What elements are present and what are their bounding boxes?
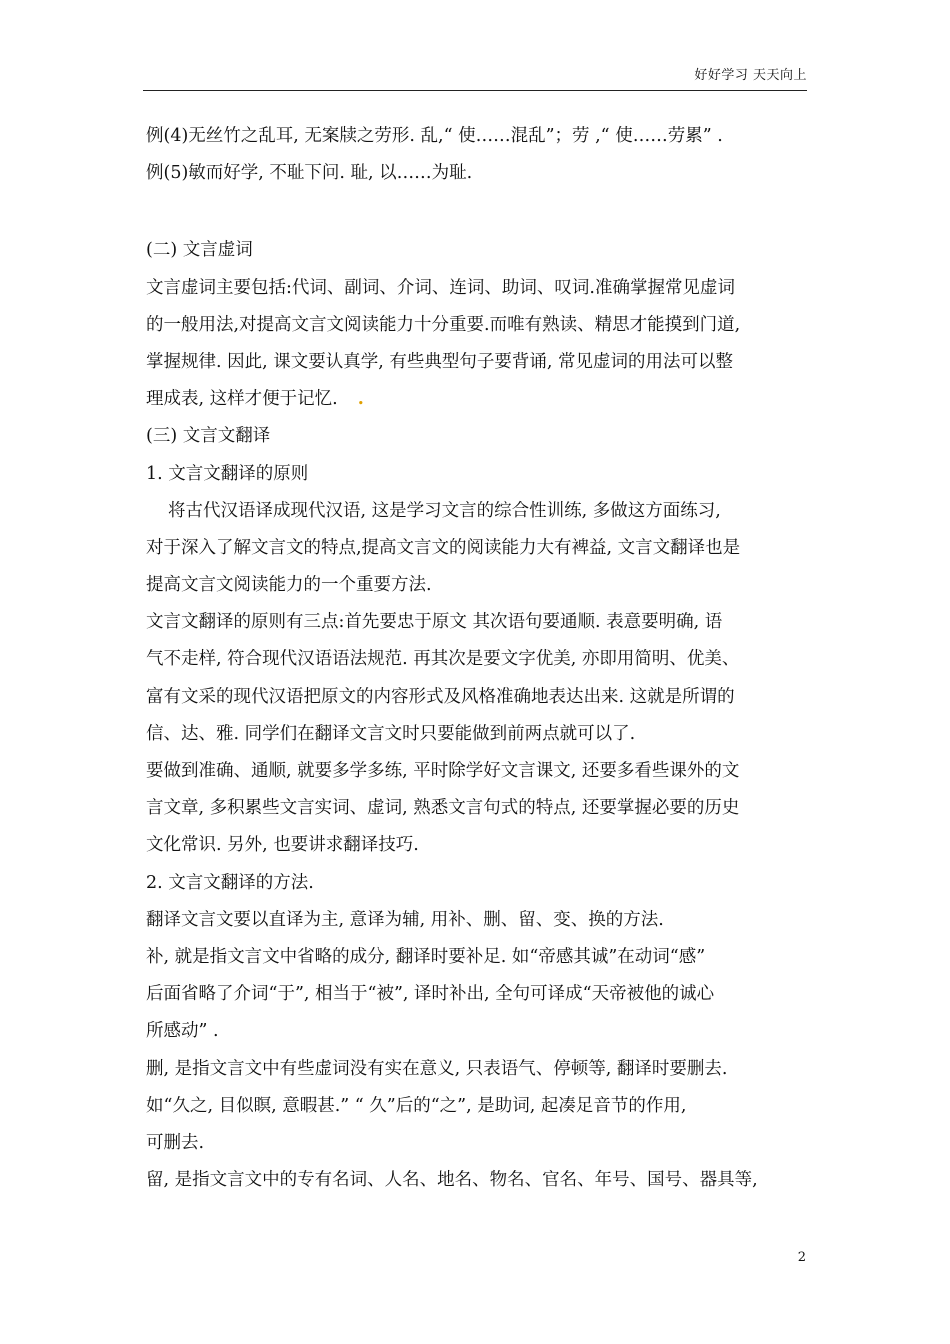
text-line: 例(5)敏而好学, 不耻下问. 耻, 以……为耻. (146, 163, 473, 184)
section-heading: (三) 文言文翻译 (146, 426, 271, 447)
text-line: 如“久之, 目似瞑, 意暇甚.” “ 久”后的“之”, 是助词, 起凑足音节的作用, (146, 1095, 687, 1116)
text-line: 后面省略了介词“于”, 相当于“被”, 译时补出, 全句可译成“天帝被他的诚心 (146, 984, 715, 1005)
text-line: 理成表, 这样才便于记忆. (146, 389, 338, 410)
section-heading: (二) 文言虚词 (146, 240, 253, 261)
text-line: 言文章, 多积累些文言实词、虚词, 熟悉文言句式的特点, 还要掌握必要的历史 (146, 798, 740, 819)
orange-mark: . (357, 389, 364, 410)
text-line: 掌握规律. 因此, 课文要认真学, 有些典型句子要背诵, 常见虚词的用法可以整 (146, 351, 733, 372)
document-body (146, 118, 806, 1199)
text-line: 要做到准确、通顺, 就要多学多练, 平时除学好文言课文, 还要多看些课外的文 (146, 761, 740, 781)
page-header (143, 64, 807, 91)
text-line: 删, 是指文言文中有些虚词没有实在意义, 只表语气、停顿等, 翻译时要删去. (146, 1058, 728, 1079)
text-line: 所感动” . (146, 1021, 219, 1042)
text-line: 文化常识. 另外, 也要讲求翻译技巧. (146, 835, 419, 856)
text-line: 信、达、雅. 同学们在翻译文言文时只要能做到前两点就可以了. (146, 723, 636, 744)
text-line: 的一般用法,对提高文言文阅读能力十分重要.而唯有熟读、精思才能摸到门道, (146, 314, 741, 335)
text-line: 留, 是指文言文中的专有名词、人名、地名、物名、官名、年号、国号、器具等, (146, 1170, 758, 1191)
subsection-heading: 1. 文言文翻译的原则 (146, 463, 309, 484)
text-line: 将古代汉语译成现代汉语, 这是学习文言的综合性训练, 多做这方面练习, (168, 500, 721, 521)
text-line: 对于深入了解文言文的特点,提高文言文的阅读能力大有裨益, 文言文翻译也是 (146, 537, 741, 558)
text-line: 翻译文言文要以直译为主, 意译为辅, 用补、删、留、变、换的方法. (146, 909, 664, 930)
text-line: 例(4)无丝竹之乱耳, 无案牍之劳形. 乱,“ 使……混乱”；劳 ,“ 使……劳累” . (146, 126, 723, 146)
text-line: 可删去. (146, 1132, 205, 1153)
subsection-heading: 2. 文言文翻译的方法. (146, 872, 314, 893)
text-line: 补, 就是指文言文中省略的成分, 翻译时要补足. 如“帝感其诚”在动词“感” (146, 946, 706, 967)
text-line: 文言文翻译的原则有三点:首先要忠于原文 其次语句要通顺. 表意要明确, 语 (146, 612, 723, 633)
text-line: 富有文采的现代汉语把原文的内容形式及风格准确地表达出来. 这就是所谓的 (146, 686, 735, 707)
text-line: 气不走样, 符合现代汉语语法规范. 再其次是要文字优美, 亦即用简明、优美、 (146, 649, 740, 670)
header-text: 好好学习 天天向上 (694, 68, 807, 83)
text-line: 提高文言文阅读能力的一个重要方法. (146, 575, 432, 596)
text-line: 文言虚词主要包括:代词、副词、介词、连词、助词、叹词.准确掌握常见虚词 (146, 277, 735, 298)
page-number: 2 (797, 1250, 806, 1265)
text-line-with-mark (146, 381, 806, 418)
